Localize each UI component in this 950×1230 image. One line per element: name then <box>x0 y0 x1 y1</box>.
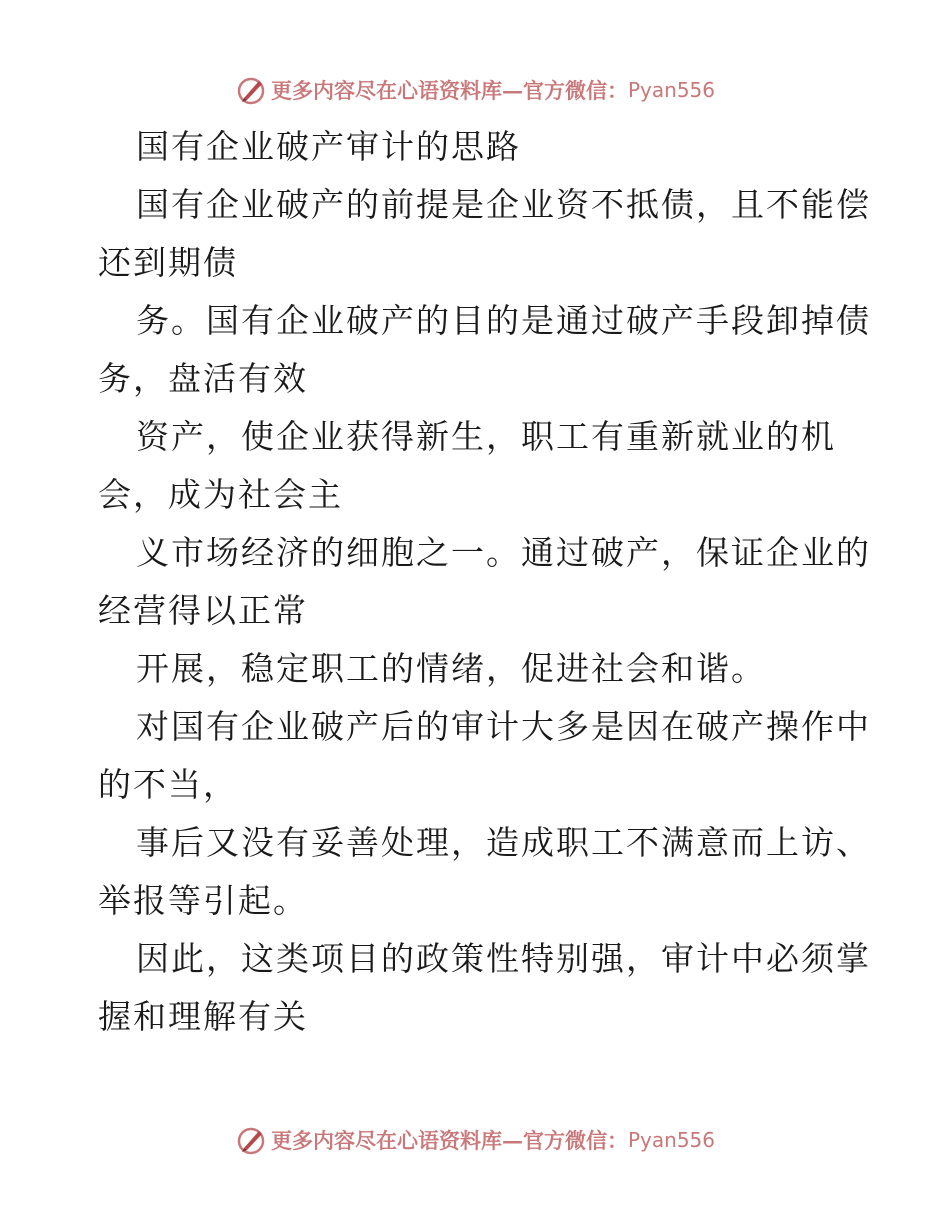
watermark-wechat-id: Pyan556 <box>627 78 715 102</box>
text-line: 握和理解有关 <box>98 997 308 1036</box>
text-line: 还到期债 <box>98 243 238 282</box>
text-line: 事后又没有妥善处理，造成职工不满意而上访、 <box>136 823 871 862</box>
text-line: 会，成为社会主 <box>98 475 343 514</box>
text-line: 举报等引起。 <box>98 881 308 920</box>
quill-logo-icon <box>235 74 267 106</box>
text-line: 务。国有企业破产的目的是通过破产手段卸掉债 <box>136 301 871 340</box>
text-line: 的不当， <box>98 765 238 804</box>
text-line: 因此，这类项目的政策性特别强，审计中必须掌 <box>136 939 871 978</box>
text-line: 义市场经济的细胞之一。通过破产，保证企业的 <box>136 533 871 572</box>
header-watermark <box>0 70 950 110</box>
text-line: 务，盘活有效 <box>98 359 308 398</box>
watermark-wechat-id: Pyan556 <box>627 1128 715 1152</box>
text-line: 资产，使企业获得新生，职工有重新就业的机 <box>136 417 836 456</box>
watermark-text: 更多内容尽在心语资料库—官方微信： <box>270 78 628 103</box>
quill-logo-icon <box>235 1124 267 1156</box>
text-line: 国有企业破产审计的思路 <box>136 127 521 166</box>
text-line: 开展，稳定职工的情绪，促进社会和谐。 <box>136 649 766 688</box>
footer-watermark <box>0 1120 950 1160</box>
text-line: 对国有企业破产后的审计大多是因在破产操作中 <box>136 707 871 746</box>
text-line: 国有企业破产的前提是企业资不抵债，且不能偿 <box>136 185 871 224</box>
watermark-text: 更多内容尽在心语资料库—官方微信： <box>270 1128 628 1153</box>
text-line: 经营得以正常 <box>98 591 308 630</box>
document-body <box>98 118 871 1046</box>
